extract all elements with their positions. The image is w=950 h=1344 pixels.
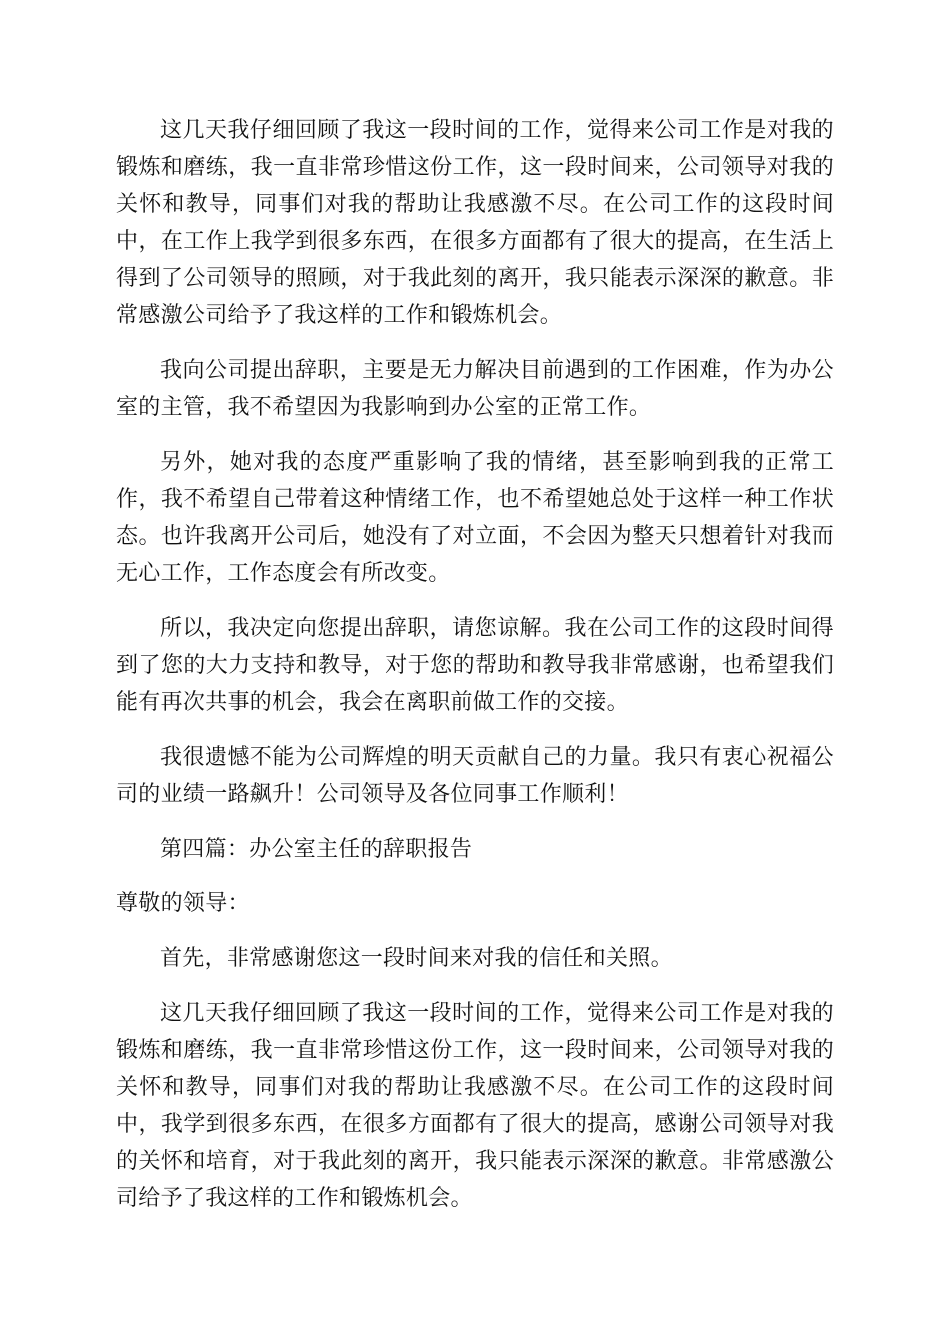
paragraph-reflection-second: 这几天我仔细回顾了我这一段时间的工作，觉得来公司工作是对我的锻炼和磨练，我一直非常珍惜这份工作，这一段时间来，公司领导对我的关怀和教导，同事们对我的帮助让我感激不尽。在公司工作的这段时间中，我学到很多东西，在很多方面都有了很大的提高，感谢公司领导对我的关怀和培育，对于我此刻的离开，我只能表示深深的歉意。非常感激公司给予了我这样的工作和锻炼机会。 [116, 1001, 834, 1211]
paragraph-wishes: 我很遗憾不能为公司辉煌的明天贡献自己的力量。我只有衷心祝福公司的业绩一路飙升！公司领导及各位同事工作顺利！ [116, 745, 834, 807]
paragraph-decision: 所以，我决定向您提出辞职，请您谅解。我在公司工作的这段时间得到了您的大力支持和教导，对于您的帮助和教导我非常感谢，也希望我们能有再次共事的机会，我会在离职前做工作的交接。 [116, 616, 834, 715]
paragraph-attitude: 另外，她对我的态度严重影响了我的情绪，甚至影响到我的正常工作，我不希望自己带着这种情绪工作，也不希望她总处于这样一种工作状态。也许我离开公司后，她没有了对立面，不会因为整天只想着针对我而无心工作，工作态度会有所改变。 [116, 450, 834, 586]
salutation: 尊敬的领导： [116, 891, 250, 916]
document-page [116, 112, 834, 1235]
paragraph-thanks: 首先，非常感谢您这一段时间来对我的信任和关照。 [160, 946, 673, 971]
section-heading: 第四篇：办公室主任的辞职报告 [160, 837, 473, 862]
paragraph-resignation-reason: 我向公司提出辞职，主要是无力解决目前遇到的工作困难，作为办公室的主管，我不希望因为我影响到办公室的正常工作。 [116, 358, 834, 420]
paragraph-reflection: 这几天我仔细回顾了我这一段时间的工作，觉得来公司工作是对我的锻炼和磨练，我一直非常珍惜这份工作，这一段时间来，公司领导对我的关怀和教导，同事们对我的帮助让我感激不尽。在公司工作的这段时间中，在工作上我学到很多东西，在很多方面都有了很大的提高，在生活上得到了公司领导的照顾，对于我此刻的离开，我只能表示深深的歉意。非常感激公司给予了我这样的工作和锻炼机会。 [116, 118, 834, 328]
